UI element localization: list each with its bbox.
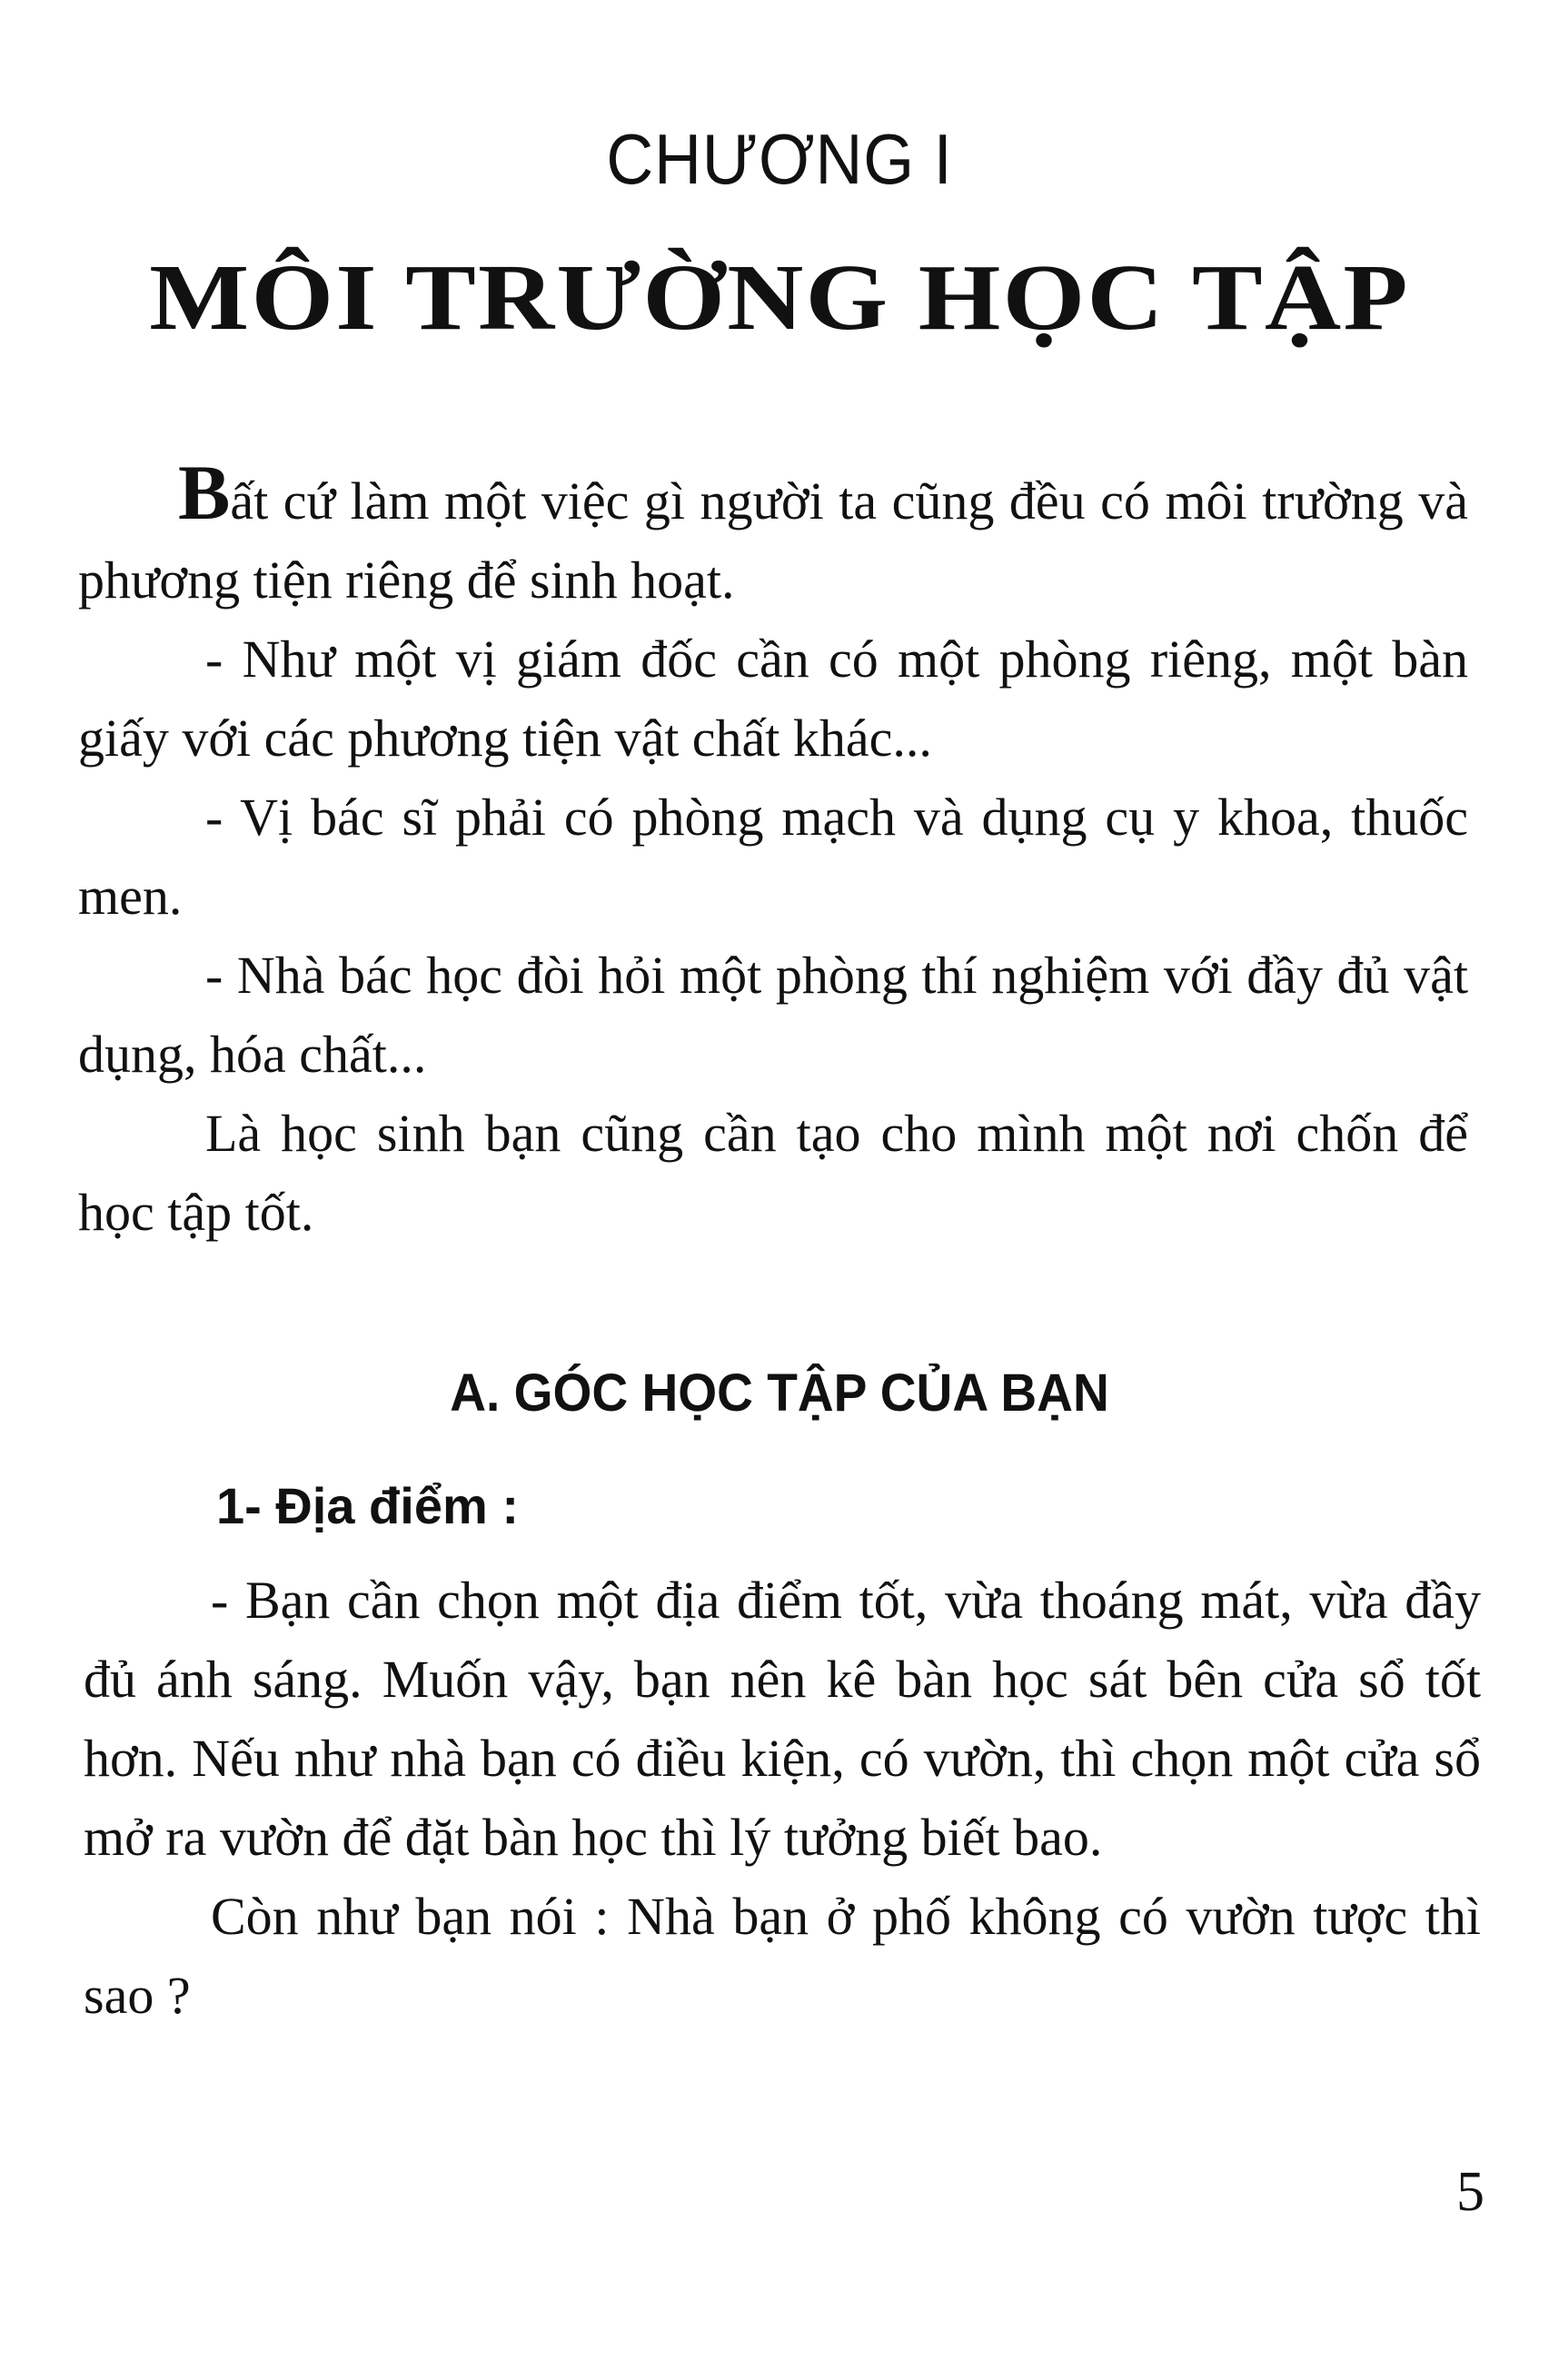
section-heading: A. GÓC HỌC TẬP CỦA BẠN [450,1364,1109,1423]
intro-paragraph-1-text: ất cứ làm một việc gì người ta cũng đều có môi trường và phương tiện riêng để sinh hoạt. [78,471,1468,610]
intro-paragraph-5: Là học sinh bạn cũng cần tạo cho mình một nơi chốn để học tập tốt. [78,1104,1468,1242]
drop-cap: B [178,449,231,536]
intro-text [78,449,1468,1252]
chapter-title: MÔI TRƯỜNG HỌC TẬP [149,245,1410,350]
intro-paragraph-3: - Vị bác sĩ phải có phòng mạch và dụng cụ y khoa, thuốc men. [78,788,1468,926]
intro-paragraph-1 [78,449,1468,620]
sub-heading: 1- Địa điểm : [216,1477,519,1534]
intro-paragraph-4: - Nhà bác học đòi hỏi một phòng thí nghiệm với đầy đủ vật dụng, hóa chất... [78,946,1468,1084]
section-paragraph-1: - Bạn cần chọn một địa điểm tốt, vừa thoáng mát, vừa đầy đủ ánh sáng. Muốn vậy, bạn nên kê bàn học sát bên cửa sổ tốt hơn. Nếu như nhà bạn có điều kiện, có vườn, thì chọn một cửa sổ mở ra vườn để đặt bàn học thì lý tưởng biết bao. [84,1571,1481,1867]
section-text [84,1561,1481,2035]
section-paragraph-2: Còn như bạn nói : Nhà bạn ở phố không có vườn tược thì sao ? [84,1887,1481,2025]
intro-paragraph-2: - Như một vị giám đốc cần có một phòng riêng, một bàn giấy với các phương tiện vật chất khác... [78,630,1468,768]
page-number: 5 [1456,2161,1485,2223]
chapter-label: CHƯƠNG I [606,119,953,199]
